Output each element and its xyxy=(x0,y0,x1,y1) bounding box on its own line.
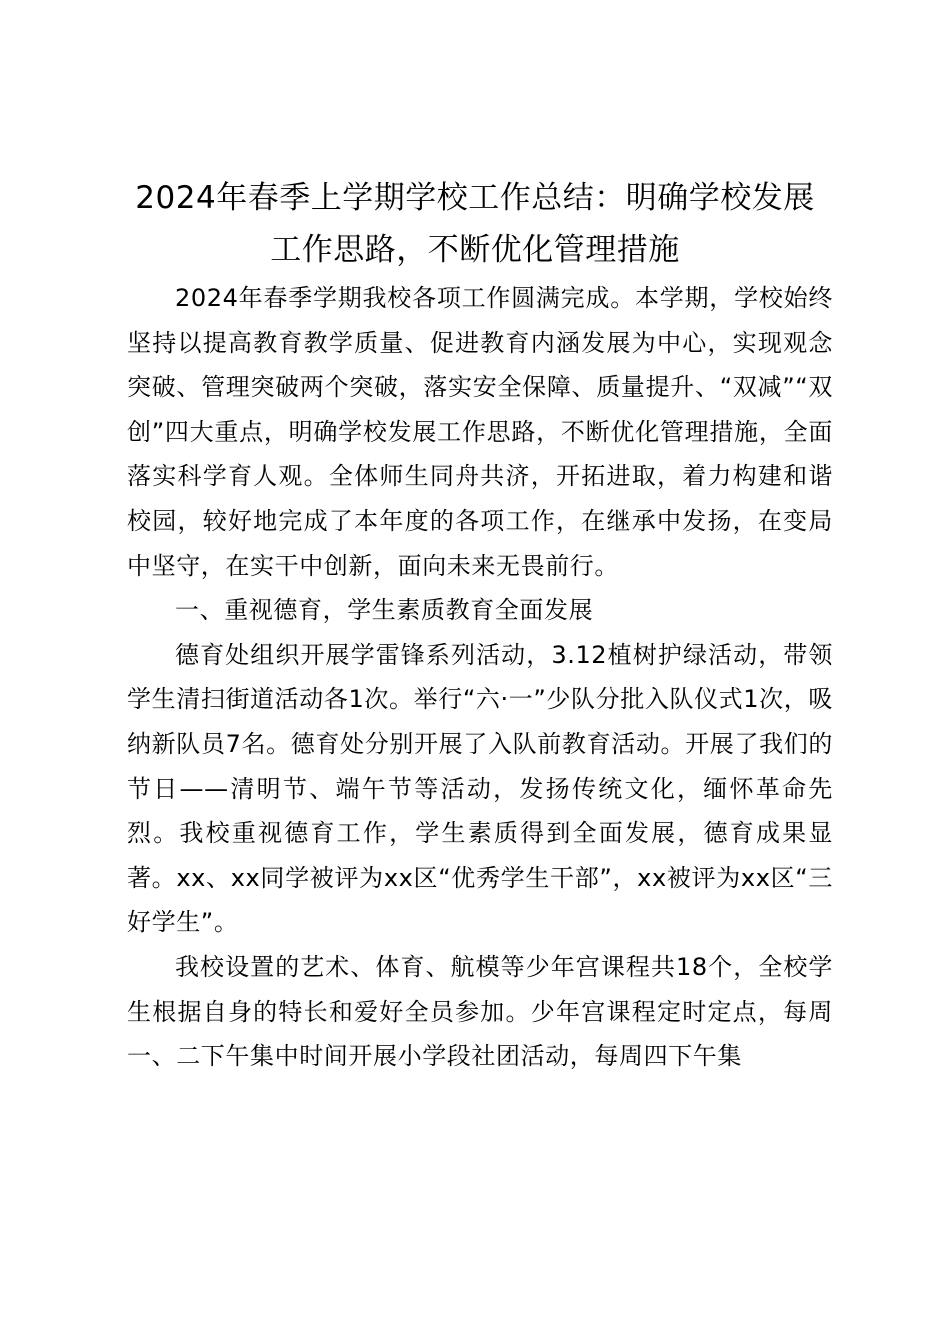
paragraph-intro: 2024年春季学期我校各项工作圆满完成。本学期，学校始终坚持以提高教育教学质量、促进教育内涵发展为中心，实现观念突破、管理突破两个突破，落实安全保障、质量提升、“双减”“双创”四大重点，明确学校发展工作思路，不断优化管理措施，全面落实科学育人观。全体师生同舟共济，开拓进取，着力构建和谐校园，较好地完成了本年度的各项工作，在继承中发扬，在变局中坚守，在实干中创新，面向未来无畏前行。 xyxy=(127,284,833,580)
document-title: 2024年春季上学期学校工作总结：明确学校发展工作思路，不断优化管理措施 xyxy=(135,180,815,268)
paragraph-moral-education: 德育处组织开展学雷锋系列活动，3.12植树护绿活动，带领学生清扫街道活动各1次。举行“六·一”少队分批入队仪式1次，吸纳新队员7名。德育处分别开展了入队前教育活动。开展了我们的节日——清明节、端午节等活动，发扬传统文化，缅怀革命先烈。我校重视德育工作，学生素质得到全面发展，德育成果显著。xx、xx同学被评为xx区“优秀学生干部”，xx被评为xx区“三好学生”。 xyxy=(127,640,833,937)
paragraph-youth-palace: 我校设置的艺术、体育、航模等少年宫课程共18个，全校学生根据自身的特长和爱好全员参加。少年宫课程定时定点，每周一、二下午集中时间开展小学段社团活动，每周四下午集 xyxy=(127,952,833,1071)
document-body xyxy=(127,276,833,1079)
section-heading-moral-education: 一、重视德育，学生素质教育全面发展 xyxy=(175,596,594,625)
